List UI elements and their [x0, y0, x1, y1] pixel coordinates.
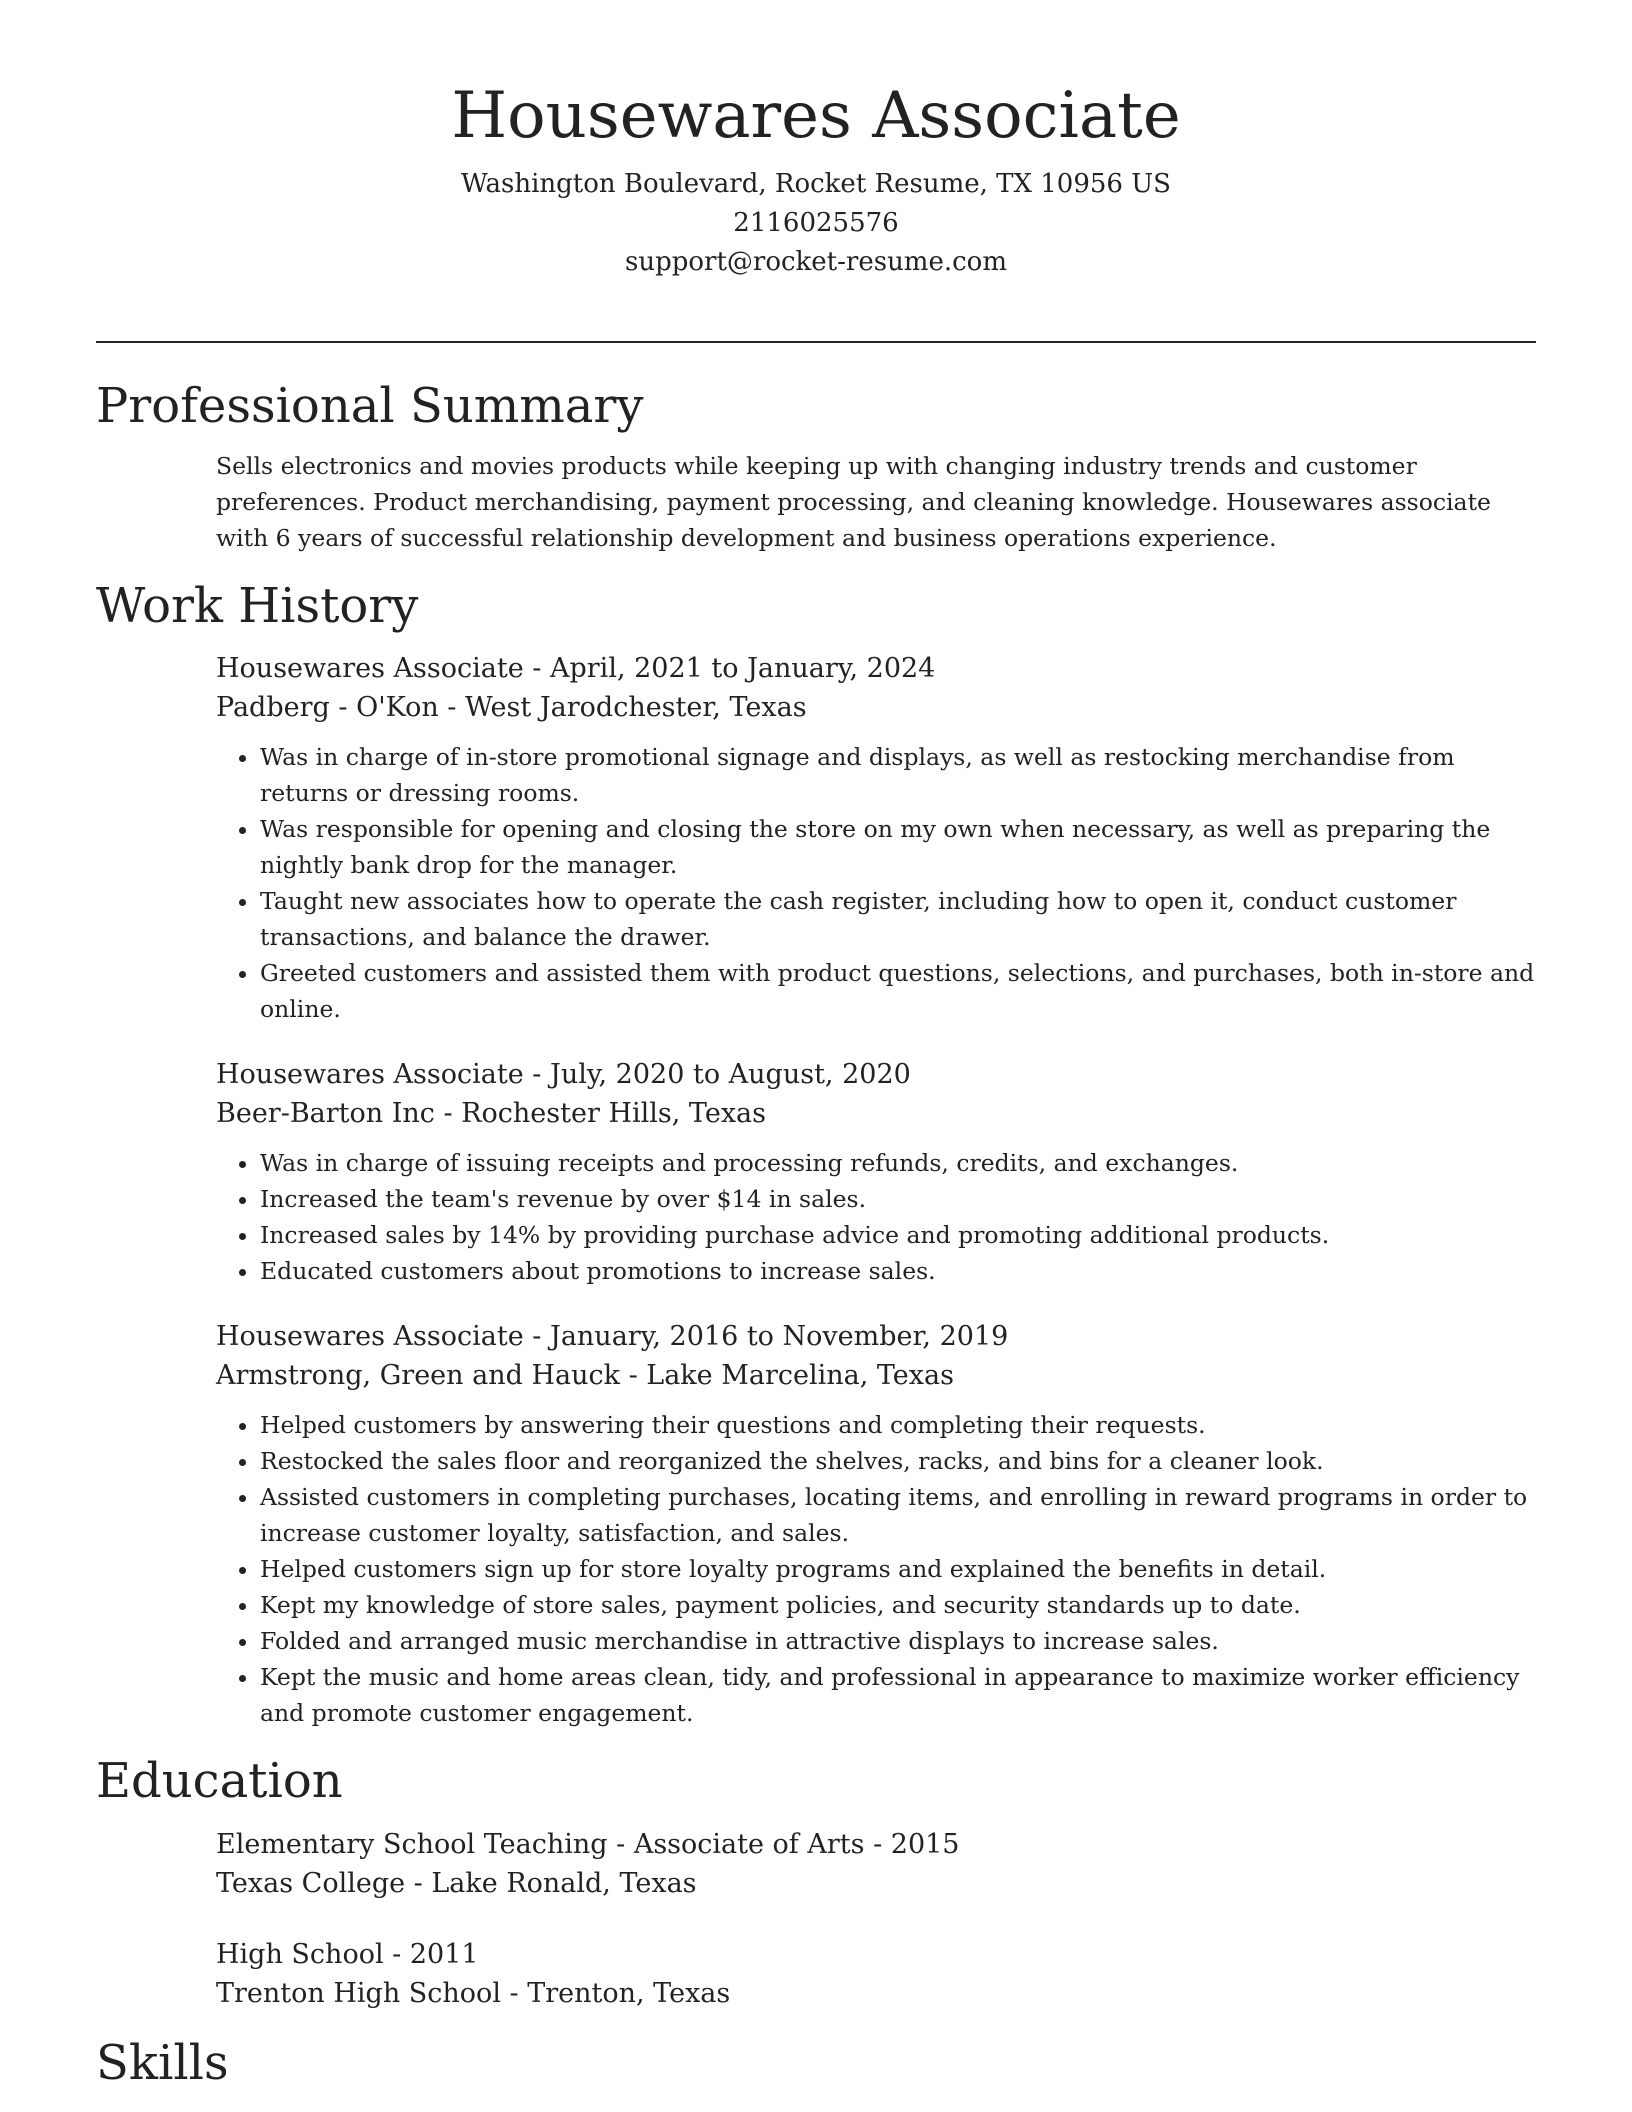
contact-block — [0, 165, 1632, 282]
duty-item: • Kept my knowledge of store sales, payment policies, and security standards up to date. — [260, 1587, 1536, 1623]
job-title-line: Housewares Associate - January, 2016 to November, 2019 — [216, 1321, 1009, 1353]
candidate-name: Housewares Associate — [451, 79, 1181, 153]
duty-item: • Assisted customers in completing purchases, locating items, and enrolling in reward programs in order to increase customer loyalty, satisfaction, and sales. — [260, 1479, 1536, 1551]
header-divider — [96, 341, 1536, 343]
job-company-line: Armstrong, Green and Hauck - Lake Marcelina, Texas — [216, 1360, 954, 1392]
work-history-section — [96, 578, 1536, 1732]
duty-item: • Helped customers sign up for store loyalty programs and explained the benefits in detail. — [260, 1551, 1536, 1587]
education-school-line: Texas College - Lake Ronald, Texas — [216, 1867, 697, 1899]
education-degree-line: High School - 2011 — [216, 1938, 479, 1970]
duty-item: • Restocked the sales floor and reorganized the shelves, racks, and bins for a cleaner look. — [260, 1443, 1536, 1479]
work-history-heading: Work History — [96, 577, 419, 634]
duty-item: • Was responsible for opening and closing the store on my own when necessary, as well as preparing the nightly bank drop for the manager. — [260, 811, 1536, 883]
job-duties — [216, 1145, 1536, 1289]
duty-item: • Increased sales by 14% by providing purchase advice and promoting additional products. — [260, 1217, 1536, 1253]
job-entry — [216, 1055, 1536, 1289]
education-list — [216, 1825, 1536, 2013]
section-spacer — [96, 1731, 1536, 1753]
job-duties — [216, 739, 1536, 1027]
education-heading: Education — [96, 1753, 343, 1810]
job-entry — [216, 649, 1536, 1027]
job-company-line: Padberg - O'Kon - West Jarodchester, Texas — [216, 692, 807, 724]
section-spacer — [96, 2013, 1536, 2035]
job-company-line: Beer-Barton Inc - Rochester Hills, Texas — [216, 1098, 767, 1130]
education-school-line: Trenton High School - Trenton, Texas — [216, 1977, 731, 2009]
education-section — [96, 1753, 1536, 2013]
duty-item: • Increased the team's revenue by over $14 in sales. — [260, 1181, 1536, 1217]
summary-section — [96, 378, 1536, 556]
education-entry — [216, 1935, 1536, 2013]
contact-email: support@rocket-resume.com — [624, 246, 1007, 277]
duty-item: • Was in charge of in-store promotional signage and displays, as well as restocking merchandise from returns or dressing rooms. — [260, 739, 1536, 811]
contact-phone: 2116025576 — [733, 207, 899, 238]
job-title-line: Housewares Associate - April, 2021 to January, 2024 — [216, 653, 936, 685]
job-duties — [216, 1407, 1536, 1731]
education-entry — [216, 1825, 1536, 1903]
job-entry — [216, 1317, 1536, 1731]
resume-content — [96, 378, 1536, 2092]
duty-item: • Helped customers by answering their questions and completing their requests. — [260, 1407, 1536, 1443]
duty-item: • Greeted customers and assisted them with product questions, selections, and purchases, both in-store and online. — [260, 955, 1536, 1027]
job-title-line: Housewares Associate - July, 2020 to August, 2020 — [216, 1059, 911, 1091]
duty-item: • Kept the music and home areas clean, tidy, and professional in appearance to maximize worker efficiency and promote customer engagement. — [260, 1659, 1536, 1731]
resume-header — [0, 78, 1632, 282]
summary-text: Sells electronics and movies products while keeping up with changing industry trends and customer preferences. Product merchandising, payment processing, and cleaning knowledge. Housewares associate with 6 years of successful relationship development and business operations experience. — [216, 451, 1491, 552]
duty-item: • Educated customers about promotions to increase sales. — [260, 1253, 1536, 1289]
education-degree-line: Elementary School Teaching - Associate of Arts - 2015 — [216, 1828, 960, 1860]
skills-heading: Skills — [96, 2034, 229, 2091]
duty-item: • Folded and arranged music merchandise in attractive displays to increase sales. — [260, 1623, 1536, 1659]
duty-item: • Taught new associates how to operate the cash register, including how to open it, conduct customer transactions, and balance the drawer. — [260, 883, 1536, 955]
skills-section — [96, 2035, 1536, 2093]
summary-heading: Professional Summary — [96, 378, 644, 434]
work-history-list — [216, 649, 1536, 1731]
duty-item: • Was in charge of issuing receipts and processing refunds, credits, and exchanges. — [260, 1145, 1536, 1181]
contact-address: Washington Boulevard, Rocket Resume, TX 10956 US — [461, 168, 1171, 199]
